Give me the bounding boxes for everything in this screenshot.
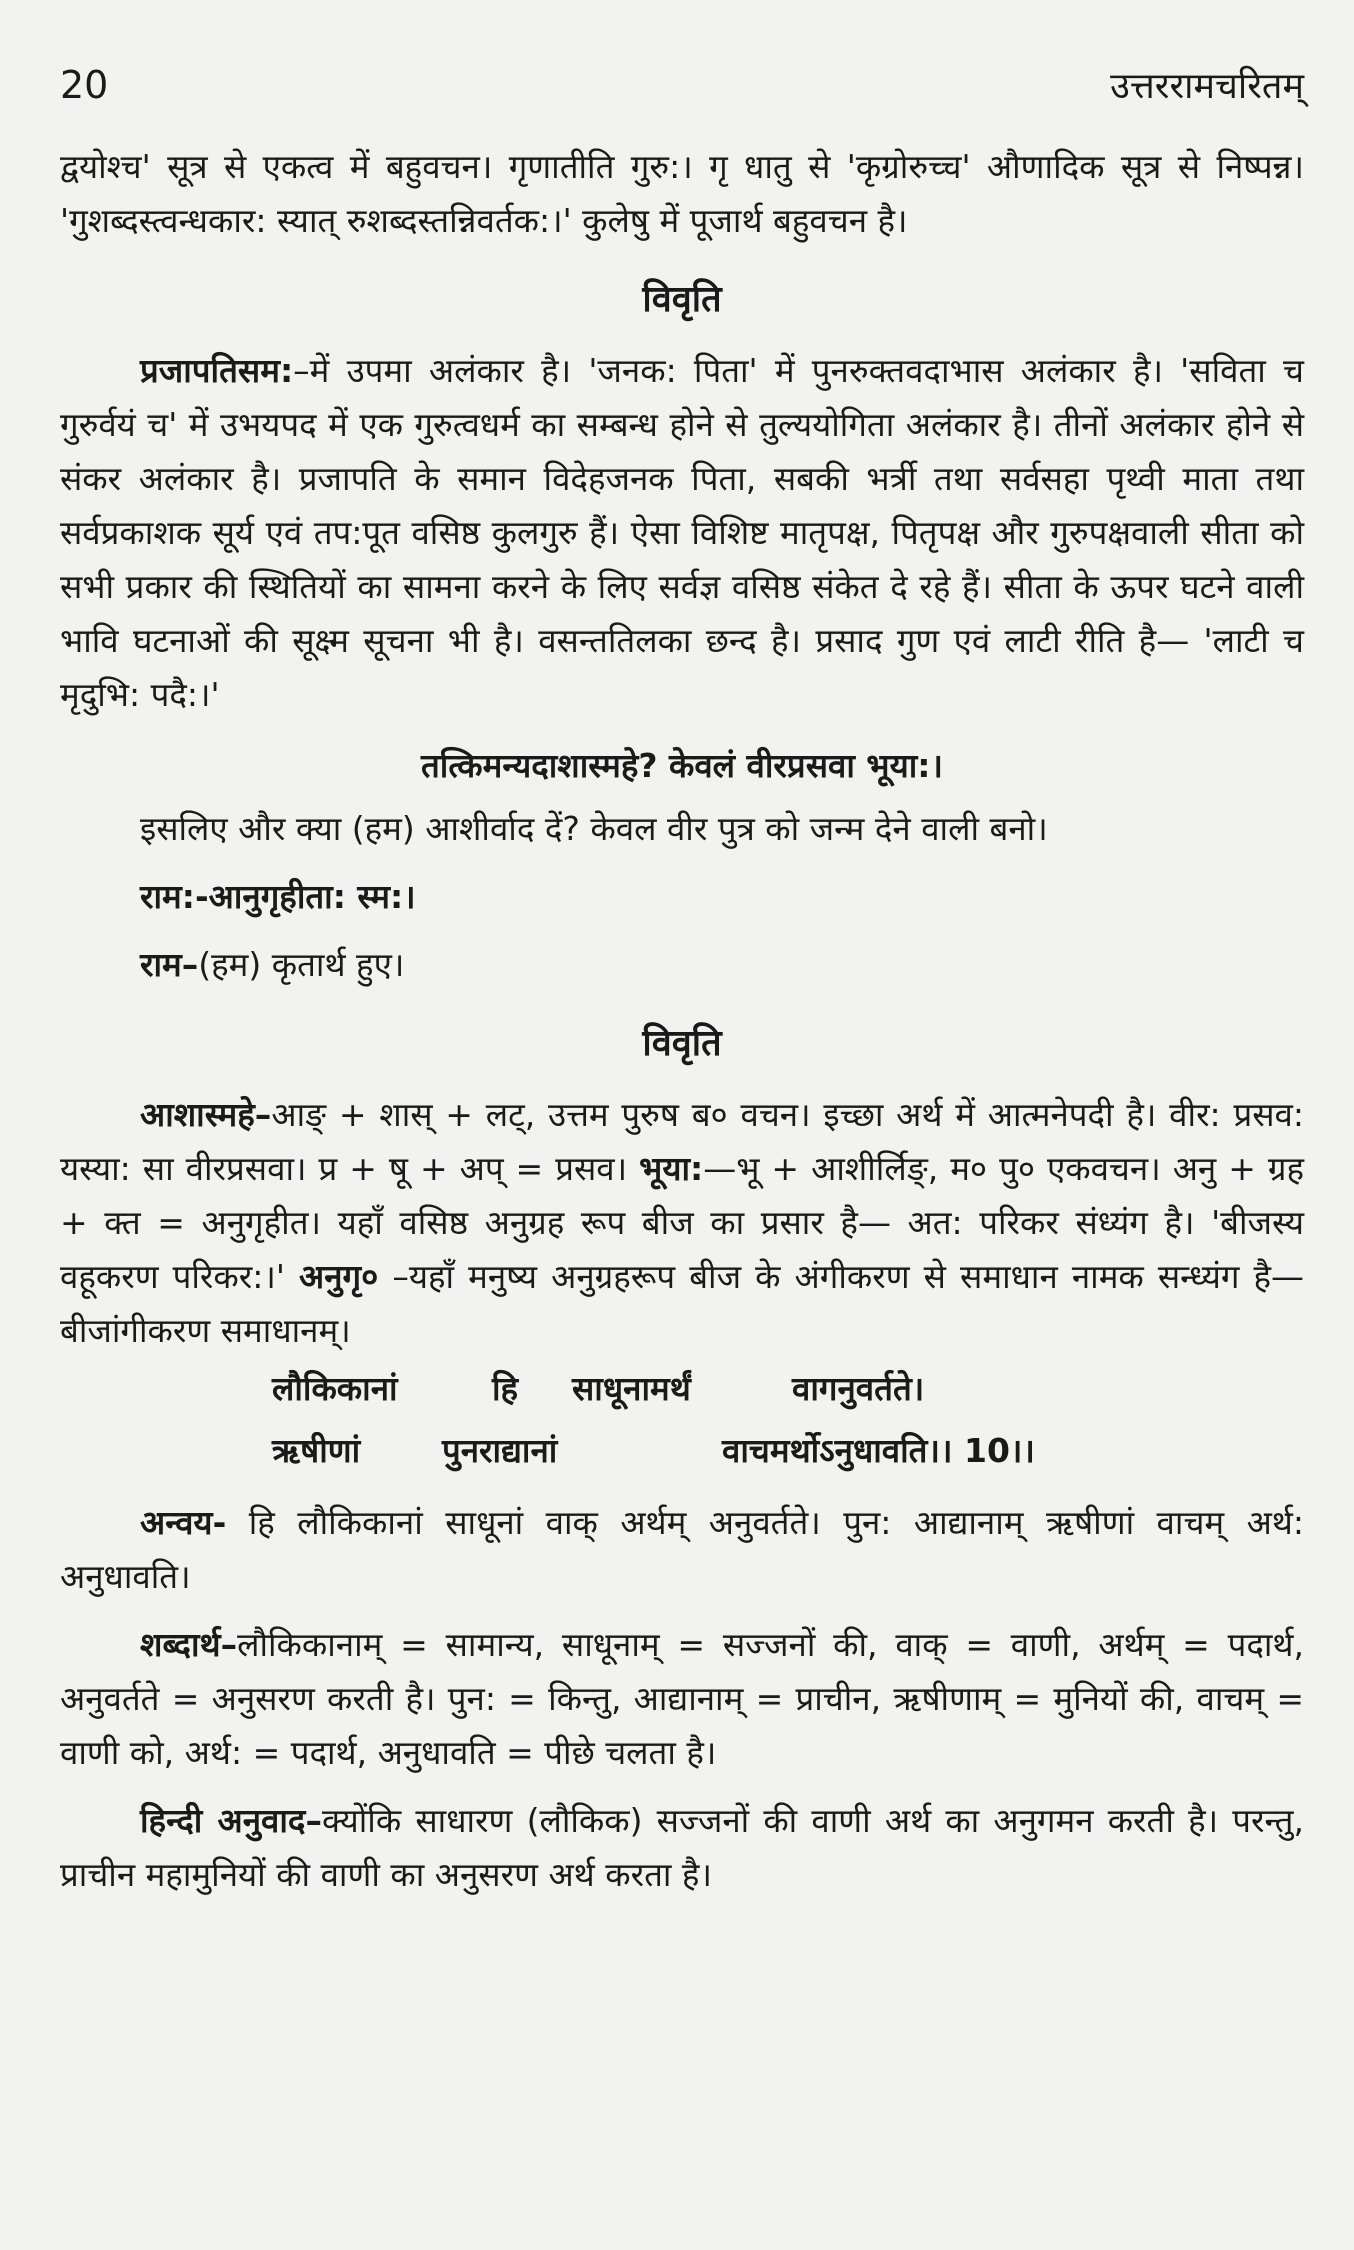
hindi-anuvad-label: हिन्दी अनुवाद– bbox=[140, 1801, 322, 1840]
sanskrit-line: तत्किमन्यदाशास्महे? केवलं वीरप्रसवा भूया:। bbox=[420, 746, 943, 785]
rama-label: राम– bbox=[140, 945, 199, 984]
term-prajapatisama: प्रजापतिसम: bbox=[140, 351, 294, 390]
vivriti-2-text-c: –यहाँ मनुष्य अनुग्रहरूप बीज के अंगीकरण से समाधान नामक सन्ध्यंग है—बीजांगीकरण समाधानम्। bbox=[60, 1257, 1304, 1350]
verse-word: पुनराद्यानां bbox=[442, 1431, 558, 1470]
verse-word: वागनुवर्तते। bbox=[792, 1369, 925, 1408]
verse-line-1 bbox=[60, 1358, 1304, 1420]
hindi-anuvad-text: क्योंकि साधारण (लौकिक) सज्जनों की वाणी अर्थ का अनुगमन करती है। परन्तु, प्राचीन महामुनियों की वाणी का अनुसरण अर्थ करता है। bbox=[60, 1801, 1304, 1894]
anvaya-text: हि लौकिकानां साधूनां वाक् अर्थम् अनुवर्तते। पुन: आद्यानाम् ऋषीणां वाचम् अर्थ: अनुधावति। bbox=[60, 1503, 1304, 1596]
term-bhuyah: भूया: bbox=[639, 1149, 704, 1188]
hindi-anuvad-paragraph bbox=[60, 1794, 1304, 1902]
shabdarth-label: शब्दार्थ– bbox=[140, 1625, 238, 1664]
running-title: उत्तररामचरितम् bbox=[1110, 66, 1304, 107]
term-ashasmahe: आशास्महे– bbox=[140, 1095, 272, 1134]
rama-hindi bbox=[60, 938, 1304, 992]
translation-line: इसलिए और क्या (हम) आशीर्वाद दें? केवल वीर पुत्र को जन्म देने वाली बनो। bbox=[140, 809, 1048, 848]
vivriti-2-paragraph bbox=[60, 1088, 1304, 1358]
shabdarth-paragraph bbox=[60, 1618, 1304, 1780]
page-number: 20 bbox=[60, 63, 109, 107]
anvaya-paragraph bbox=[60, 1496, 1304, 1604]
shabdarth-text: लौकिकानाम् = सामान्य, साधूनाम् = सज्जनों की, वाक् = वाणी, अर्थम् = पदार्थ, अनुवर्तते = अनुसरण करती है। पुन: = किन्तु, आद्यानाम् = प्राचीन, ऋषीणाम् = मुनियों की, वाचम् = वाणी को, अर्थ: = पदार्थ, अनुधावति = पीछे चलता है। bbox=[60, 1625, 1304, 1772]
verse-word: हि bbox=[492, 1369, 519, 1408]
rama-sanskrit bbox=[60, 870, 1304, 924]
section-heading-vivriti-1: विवृति bbox=[642, 279, 722, 320]
rama-hindi-text: (हम) कृतार्थ हुए। bbox=[198, 945, 405, 984]
vivriti-1-paragraph bbox=[60, 344, 1304, 722]
vivriti-2-text-a: आङ् + शास् + लट्, उत्तम पुरुष ब० वचन। इच्छा अर्थ में आत्मनेपदी है। वीर: प्रसव: यस्या: सा वीरप्रसवा। प्र + षू + अप् = प्रसव। bbox=[60, 1095, 1304, 1188]
rama-sanskrit-text: राम:-आनुगृहीता: स्म:। bbox=[140, 877, 416, 916]
verse-word: लौकिकानां bbox=[272, 1369, 398, 1408]
vivriti-2-text-b: —भू + आशीर्लिङ्, म० पु० एकवचन। अनु + ग्रह + क्त = अनुगृहीत। यहाँ वसिष्ठ अनुग्रह रूप बीज का प्रसार है— अत: परिकर संध्यंग है। 'बीजस्य वहूकरण परिकर:।' bbox=[60, 1149, 1304, 1296]
section-heading-vivriti-2: विवृति bbox=[642, 1023, 722, 1064]
verse-line-2 bbox=[60, 1420, 1304, 1482]
term-anugri: अनुगृ० bbox=[299, 1257, 379, 1296]
vivriti-1-text: –में उपमा अलंकार है। 'जनक: पिता' में पुनरुक्तवदाभास अलंकार है। 'सविता च गुरुर्वयं च' में उभयपद में एक गुरुत्वधर्म का सम्बन्ध होने से तुल्ययोगिता अलंकार है। तीनों अलंकार होने से संकर अलंकार है। प्रजापति के समान विदेहजनक पिता, सबकी भर्त्री तथा सर्वसहा पृथ्वी माता तथा सर्वप्रकाशक सूर्य एवं तप:पूत वसिष्ठ कुलगुरु हैं। ऐसा विशिष्ट मातृपक्ष, पितृपक्ष और गुरुपक्षवाली सीता को सभी प्रकार की स्थितियों का सामना करने के लिए सर्वज्ञ वसिष्ठ संकेत दे रहे हैं। सीता के ऊपर घटने वाली भावि घटनाओं की सूक्ष्म सूचना भी है। वसन्ततिलका छन्द है। प्रसाद गुण एवं लाटी रीति है— 'लाटी च मृदुभि: पदै:।' bbox=[60, 351, 1304, 714]
intro-paragraph: द्वयोश्च' सूत्र से एकत्व में बहुवचन। गृणातीति गुरु:। गृ धातु से 'कृग्रोरुच्च' औणादिक सूत्र से निष्पन्न। 'गुशब्दस्त्वन्धकार: स्यात् रुशब्दस्तन्निवर्तक:।' कुलेषु में पूजार्थ बहुवचन है। bbox=[60, 147, 1304, 240]
page-header bbox=[60, 60, 1304, 140]
verse-word: वाचमर्थोऽनुधावति।। 10।। bbox=[722, 1431, 1035, 1470]
verse-word: साधूनामर्थं bbox=[572, 1369, 691, 1408]
verse-word: ऋषीणां bbox=[272, 1431, 361, 1470]
anvaya-label: अन्वय- bbox=[140, 1503, 227, 1542]
